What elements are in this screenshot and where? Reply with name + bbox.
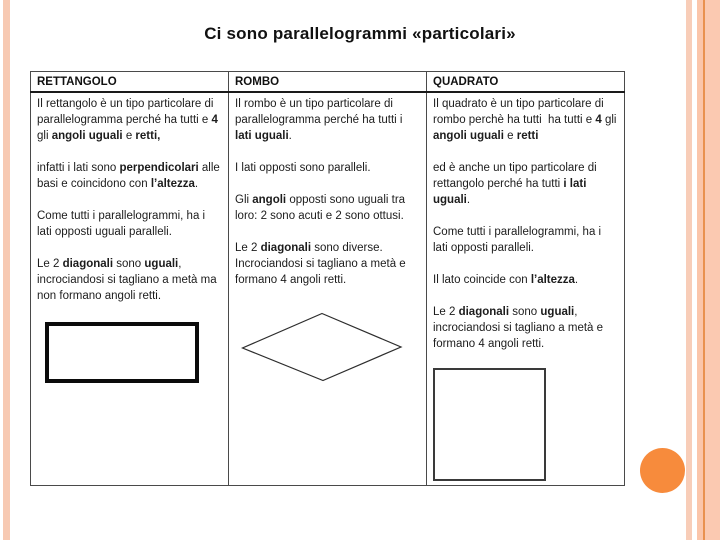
column-header-rettangolo: RETTANGOLO [31,72,229,93]
slide-title: Ci sono parallelogrammi «particolari» [204,24,516,43]
rettangolo-paragraph-3: Come tutti i parallelogrammi, ha i lati opposti uguali paralleli. [37,210,206,238]
right-edge-stripe-1 [686,0,692,540]
rettangolo-paragraph-2: infatti i lati sono perpendicolari alle basi e coincidono con l’altezza. [37,162,220,190]
table-body-row [31,92,625,486]
quadrato-paragraph-3: Come tutti i parallelogrammi, ha i lati opposti paralleli. [433,226,602,254]
column-header-rombo: ROMBO [229,72,427,93]
left-edge-stripe [3,0,10,540]
right-edge-stripe-wide [705,0,720,540]
rombo-paragraph-4: Le 2 diagonali sono diverse. Incrociandosi si tagliano a metà e formano 4 angoli retti. [235,242,406,286]
cell-quadrato [427,92,625,486]
rombo-paragraph-3: Gli angoli opposti sono uguali tra loro: 2 sono acuti e 2 sono ottusi. [235,194,406,222]
quadrato-paragraph-5: Le 2 diagonali sono uguali, incrociandosi si tagliano a metà e formano 4 angoli retti. [433,306,604,350]
cell-rombo [229,92,427,486]
cell-rettangolo [31,92,229,486]
quadrato-paragraph-1: Il quadrato è un tipo particolare di rombo perchè ha tutti ha tutti e 4 gli angoli uguali e retti [433,98,617,142]
square-shape [433,368,546,481]
table-header-row [31,72,625,93]
rhombus-shape [241,312,403,382]
rectangle-shape [45,322,199,383]
quadrato-paragraph-4: Il lato coincide con l’altezza. [433,274,579,286]
quadrato-paragraph-2: ed è anche un tipo particolare di rettangolo perché ha tutti i lati uguali. [433,162,597,206]
rombo-paragraph-1: Il rombo è un tipo particolare di parallelogramma perché ha tutti i lati uguali. [235,98,403,142]
orange-circle-decoration [640,448,685,493]
rettangolo-paragraph-1: Il rettangolo è un tipo particolare di parallelogramma perché ha tutti e 4 gli angoli uguali e retti, [37,98,218,142]
parallelograms-comparison-table [30,71,625,486]
column-header-quadrato: QUADRATO [427,72,625,93]
rettangolo-paragraph-4: Le 2 diagonali sono uguali, incrociandosi si tagliano a metà ma non formano angoli retti. [37,258,217,302]
rombo-paragraph-2: I lati opposti sono paralleli. [235,162,371,174]
